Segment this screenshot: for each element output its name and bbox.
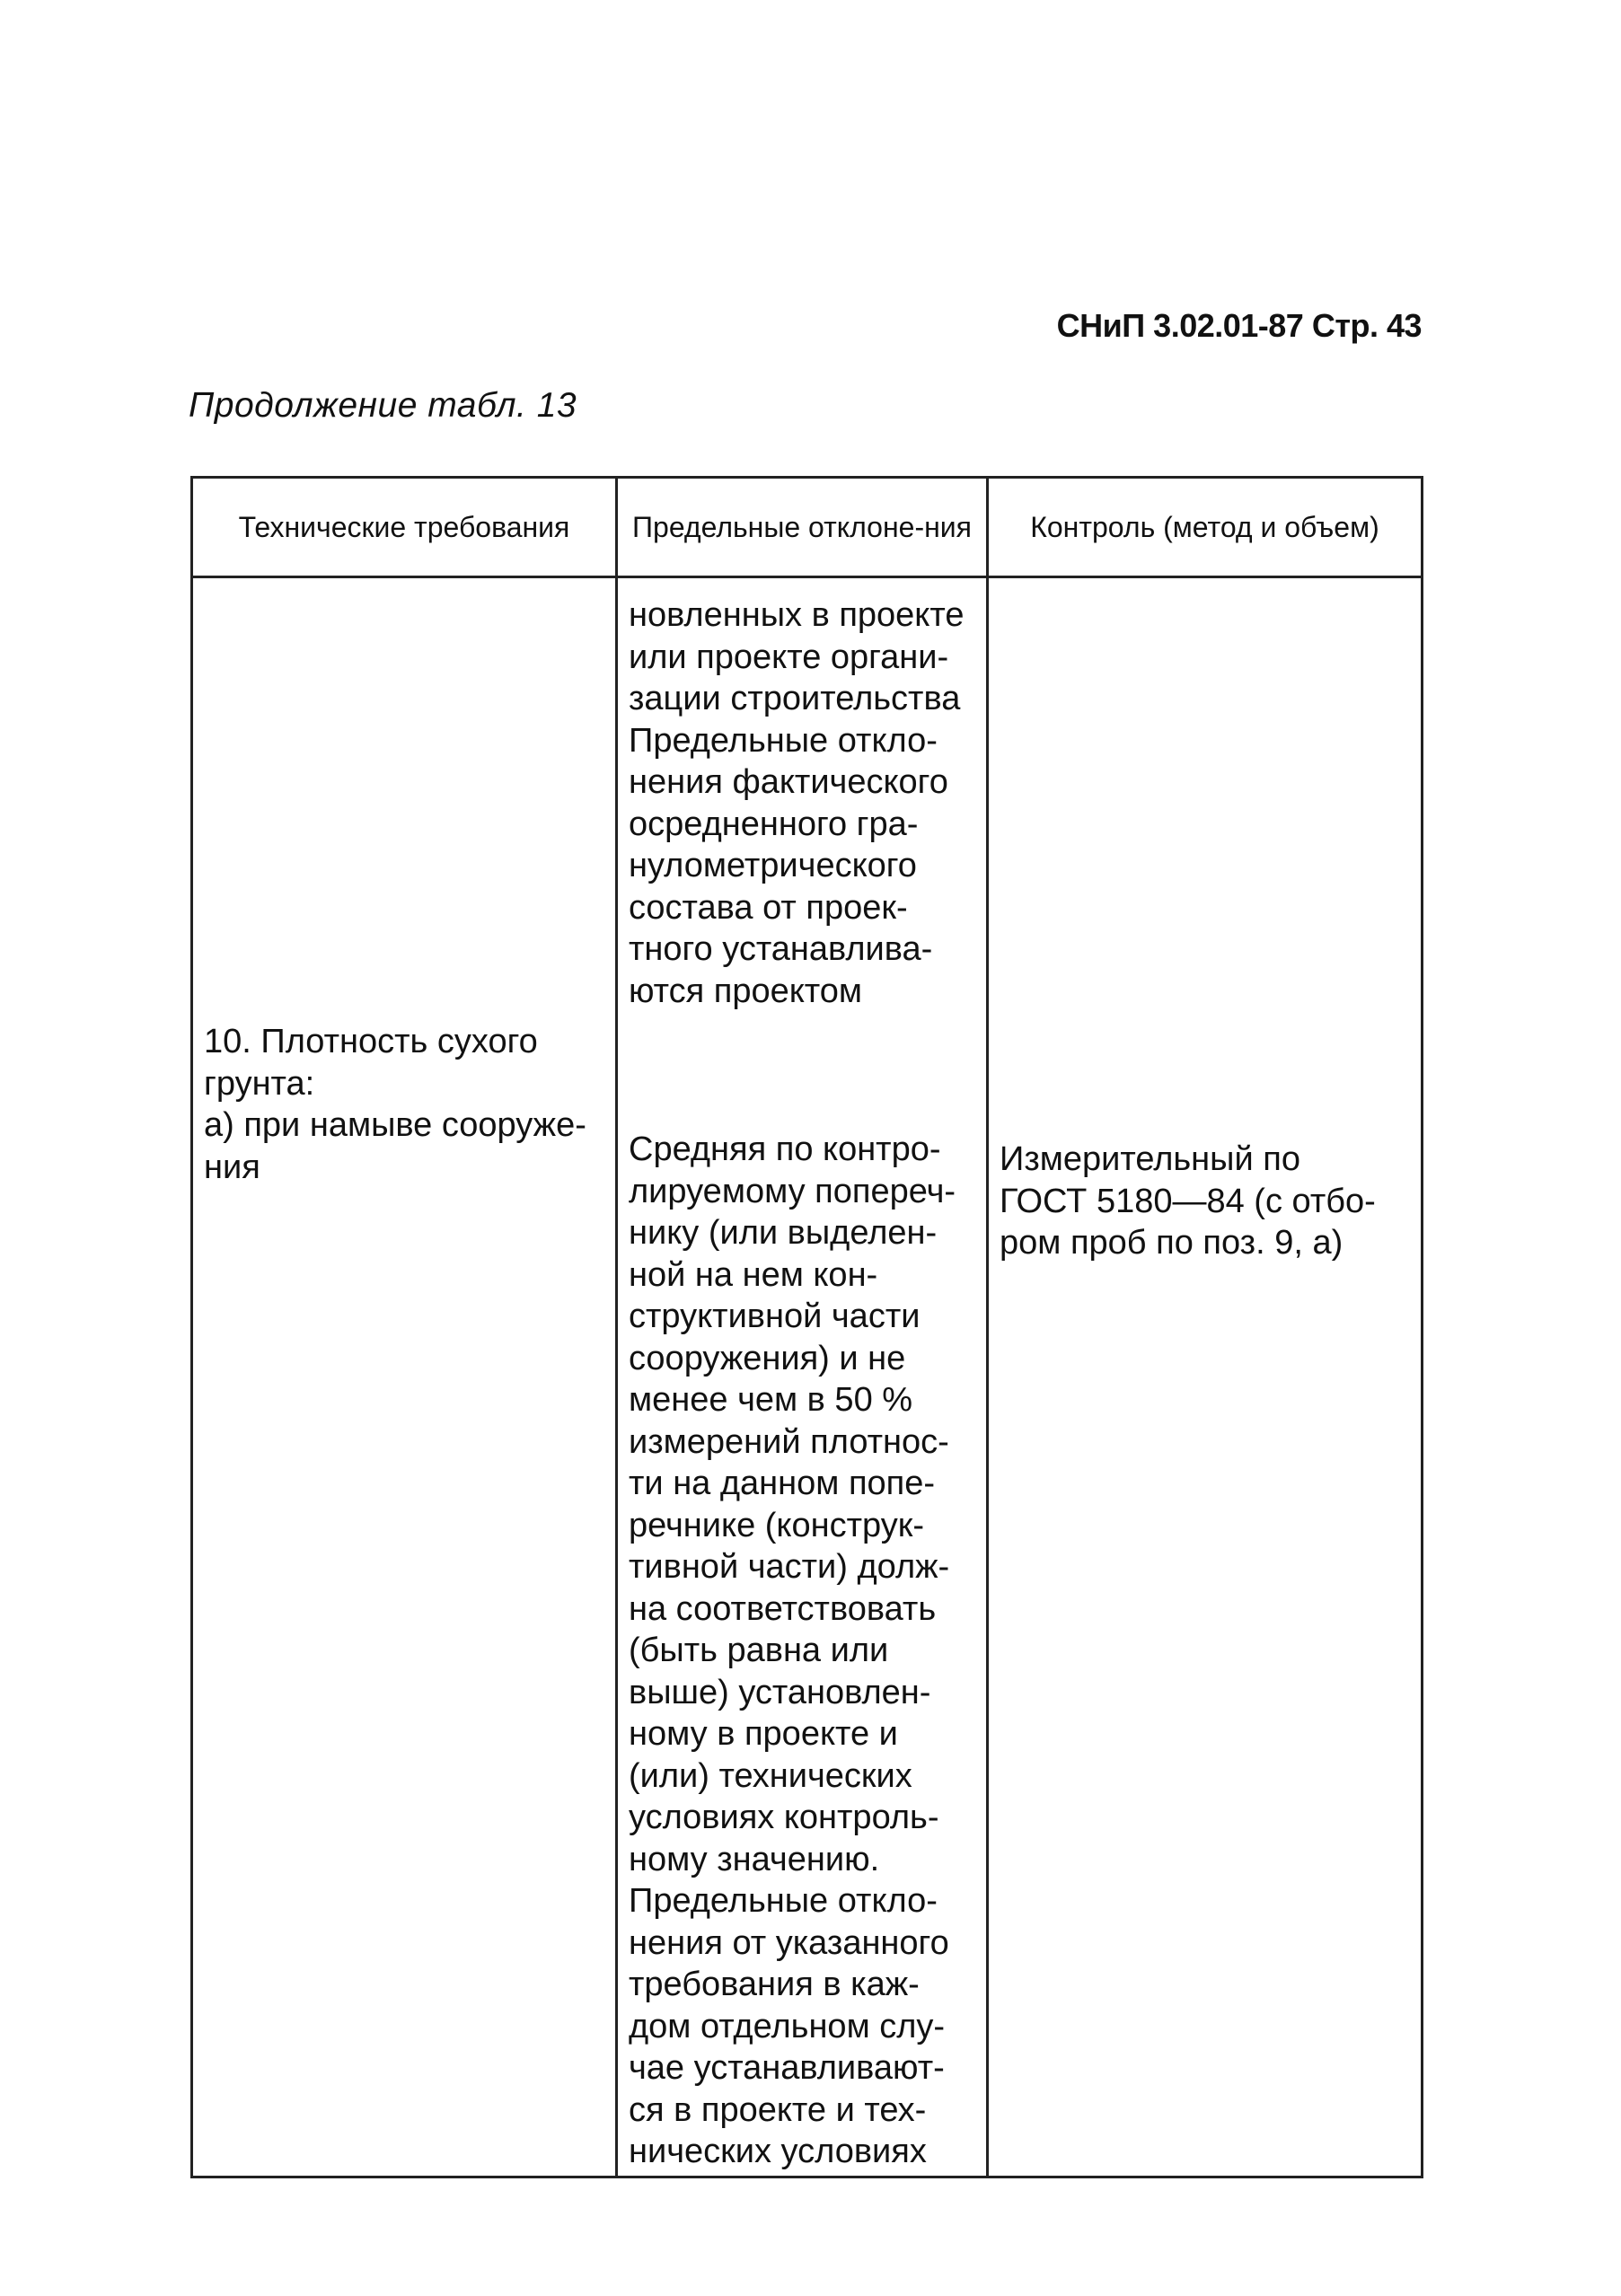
requirements-line: а) при намыве сооруже-: [204, 1106, 586, 1144]
cell-requirements: [192, 577, 617, 2177]
deviations-line: менее чем в 50 %: [629, 1381, 913, 1419]
column-header-control: Контроль (метод и объем): [988, 478, 1423, 577]
control-line: ром проб по поз. 9, а): [1000, 1224, 1343, 1262]
deviations-line: на соответствовать: [629, 1589, 937, 1628]
deviations-part2: [629, 1129, 977, 2173]
deviations-line: ной на нем кон-: [629, 1255, 878, 1294]
deviations-line: ному значению.: [629, 1840, 880, 1878]
requirements-line: 10. Плотность сухого: [204, 1023, 538, 1060]
deviations-line: речнике (конструк-: [629, 1506, 924, 1544]
deviations-part1: [629, 594, 977, 1012]
requirements-line: ния: [204, 1148, 260, 1186]
deviations-line: (быть равна или: [629, 1632, 889, 1669]
control-line: ГОСТ 5180—84 (с отбо-: [1000, 1182, 1376, 1220]
deviations-line: осредненного гра-: [629, 805, 919, 843]
deviations-line: (или) технических: [629, 1756, 912, 1795]
deviations-line: измерений плотнос-: [629, 1422, 949, 1461]
deviations-line: нику (или выделен-: [629, 1214, 938, 1252]
deviations-line: нулометрического: [629, 847, 917, 884]
deviations-line: Средняя по контро-: [629, 1130, 941, 1168]
deviations-line: ному в проекте и: [629, 1715, 898, 1753]
table-caption: Продолжение табл. 13: [189, 386, 577, 425]
cell-control: [988, 577, 1423, 2177]
deviations-line: тного устанавлива-: [629, 930, 933, 968]
deviations-line: состава от проек-: [629, 888, 908, 927]
table-header-row: [192, 478, 1423, 577]
deviations-line: Предельные откло-: [629, 721, 938, 760]
requirements-table: [190, 476, 1423, 2178]
deviations-line: тивной части) долж-: [629, 1548, 950, 1586]
deviations-line: структивной части: [629, 1298, 921, 1335]
deviations-line: дом отдельном слу-: [629, 2007, 946, 2045]
deviations-line: ются проектом: [629, 972, 863, 1010]
deviations-line: требования в каж-: [629, 1966, 920, 2003]
deviations-line: новленных в проекте: [629, 596, 965, 634]
column-header-requirements: Технические требования: [192, 478, 617, 577]
deviations-line: условиях контроль-: [629, 1799, 939, 1836]
table-row: [192, 577, 1423, 2177]
deviations-line: зации строительства: [629, 680, 961, 717]
control-line: Измерительный по: [1000, 1140, 1300, 1178]
deviations-line: ти на данном попе-: [629, 1465, 936, 1502]
deviations-line: лируемому попереч-: [629, 1172, 956, 1210]
deviations-line: ся в проекте и тех-: [629, 2090, 927, 2129]
column-header-deviations: Предельные отклоне-ния: [617, 478, 988, 577]
deviations-line: сооружения) и не: [629, 1339, 906, 1377]
deviations-line: нения фактического: [629, 763, 948, 801]
deviations-line: выше) установлен-: [629, 1673, 931, 1711]
requirements-line: грунта:: [204, 1064, 315, 1103]
cell-deviations: [617, 577, 988, 2177]
deviations-line: нических условиях: [629, 2133, 927, 2170]
deviations-line: нения от указанного: [629, 1923, 949, 1962]
deviations-line: Предельные откло-: [629, 1882, 938, 1920]
deviations-line: чае устанавливают-: [629, 2049, 945, 2087]
page-header-doc-ref: СНиП 3.02.01-87 Стр. 43: [1056, 307, 1422, 344]
deviations-line: или проекте органи-: [629, 638, 949, 676]
